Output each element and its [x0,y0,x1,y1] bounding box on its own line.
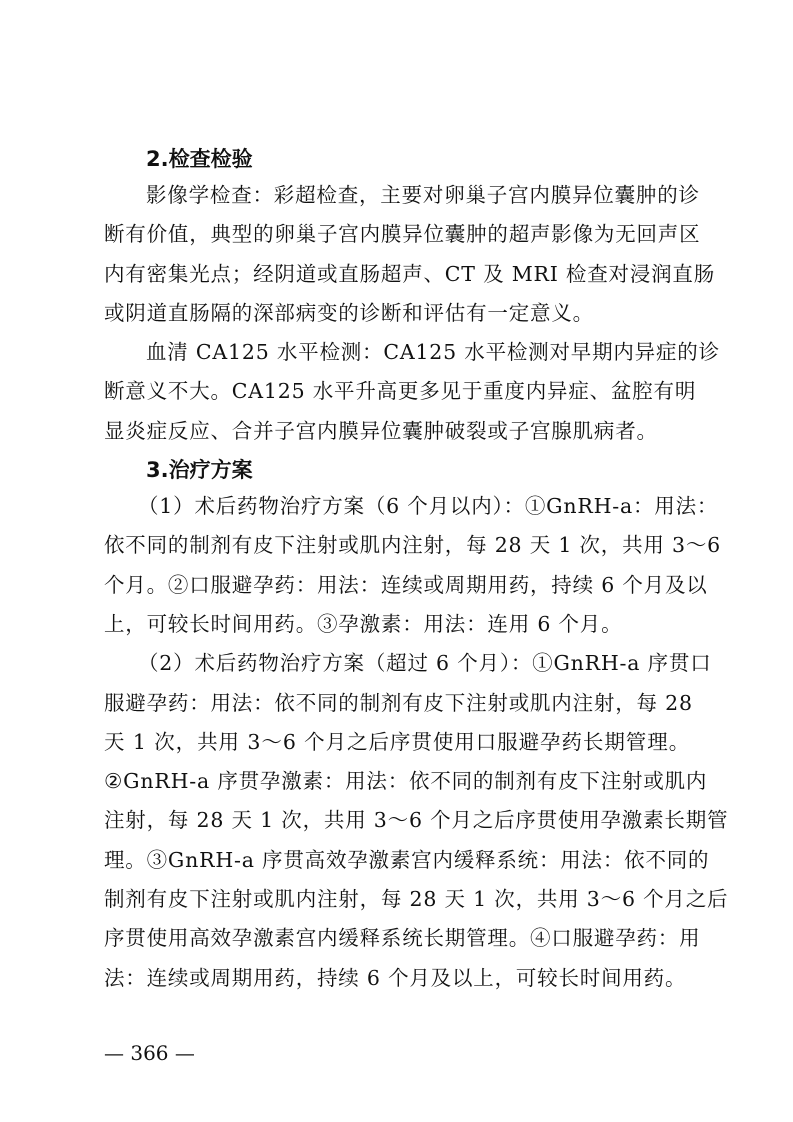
text-line: 内有密集光点；经阴道或直肠超声、CT 及 MRI 检查对浸润直肠 [104,261,716,286]
text-line: （1）术后药物治疗方案（6 个月以内）：①GnRH-a：用法： [138,494,719,519]
text-line: 上，可较长时间用药。③孕激素：用法：连用 6 个月。 [104,611,623,636]
text-line: 制剂有皮下注射或肌内注射，每 28 天 1 次，共用 3～6 个月之后 [104,887,729,912]
text-line: 显炎症反应、合并子宫内膜异位囊肿破裂或子宫腺肌病者。 [104,418,658,443]
paragraph-imaging [104,176,716,333]
text-line: 服避孕药：用法：依不同的制剂有皮下注射或肌内注射，每 28 [104,690,693,715]
text-line: 法：连续或周期用药，持续 6 个月及以上，可较长时间用药。 [104,965,687,990]
text-line: 天 1 次，共用 3～6 个月之后序贯使用口服避孕药长期管理。 [104,729,690,754]
text-line: 断有价值，典型的卵巢子宫内膜异位囊肿的超声影像为无回声区 [104,222,701,247]
text-line: 个月。②口服避孕药：用法：连续或周期用药，持续 6 个月及以 [104,572,708,597]
text-line: 或阴道直肠隔的深部病变的诊断和评估有一定意义。 [104,300,594,325]
text-line: 依不同的制剂有皮下注射或肌内注射，每 28 天 1 次，共用 3～6 [104,533,721,558]
text-line: （2）术后药物治疗方案（超过 6 个月）：①GnRH-a 序贯口 [138,651,712,676]
text-line: 序贯使用高效孕激素宫内缓释系统长期管理。④口服避孕药：用 [104,926,701,951]
paragraph-treatment-1 [104,487,721,644]
text-line: ②GnRH-a 序贯孕激素：用法：依不同的制剂有皮下注射或肌内 [104,769,708,794]
section-heading-treatment: 3.治疗方案 [146,458,253,483]
text-line: 影像学检查：彩超检查，主要对卵巢子宫内膜异位囊肿的诊 [146,183,700,207]
text-line: 断意义不大。CA125 水平升高更多见于重度内异症、盆腔有明 [104,379,697,404]
paragraph-treatment-2 [104,644,729,998]
text-line: 理。③GnRH-a 序贯高效孕激素宫内缓释系统：用法：依不同的 [104,847,710,872]
text-line: 注射，每 28 天 1 次，共用 3～6 个月之后序贯使用孕激素长期管 [104,808,729,833]
paragraph-ca125 [104,333,720,451]
page-number: — 366 — [104,1041,195,1065]
document-page [104,142,729,998]
section-heading-examination: 2.检查检验 [146,147,253,171]
text-line: 血清 CA125 水平检测：CA125 水平检测对早期内异症的诊 [146,340,720,365]
